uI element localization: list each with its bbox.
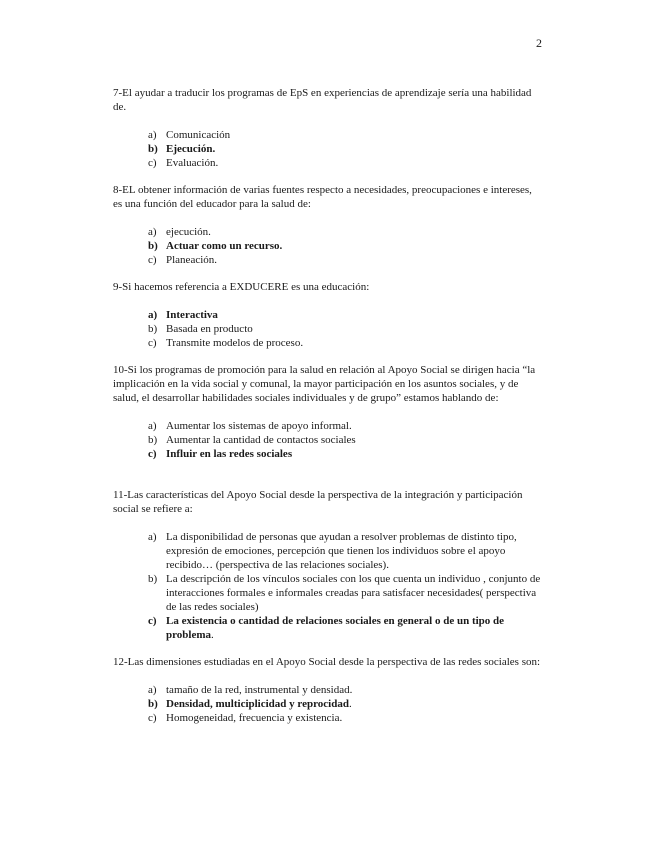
option-text: Interactiva [166, 309, 218, 321]
page-number: 2 [536, 36, 542, 50]
option-letter: b) [148, 240, 158, 252]
answer-options [113, 530, 541, 642]
option-text: Homogeneidad, frecuencia y existencia. [166, 712, 343, 724]
option-letter: b) [148, 573, 158, 585]
option-text: Aumentar la cantidad de contactos sociales [166, 434, 356, 446]
option-letter: c) [148, 337, 157, 349]
option-a [113, 128, 541, 142]
question-10 [113, 363, 541, 461]
option-text: Densidad, multiciplicidad y reprocidad [166, 698, 349, 710]
option-text: La disponibilidad de personas que ayudan a resolver problemas de distinto tipo, expresión de emociones, percepción que tienen los individuos sobre el apoyo recibido… (perspectiva de las relaciones sociales). [166, 531, 517, 571]
option-suffix: . [211, 629, 214, 641]
option-letter: c) [148, 615, 157, 627]
answer-options [113, 308, 541, 350]
question-9 [113, 280, 541, 350]
option-suffix: . [348, 698, 352, 710]
question-text: 11-Las características del Apoyo Social desde la perspectiva de la integración y participación social se refiere a: [113, 489, 523, 515]
answer-options [113, 128, 541, 170]
option-letter: c) [148, 448, 157, 460]
option-letter: b) [148, 698, 158, 710]
option-letter: a) [148, 531, 157, 543]
option-b [113, 572, 541, 614]
option-text: Transmite modelos de proceso. [166, 337, 304, 349]
question-12 [113, 655, 541, 725]
option-a [113, 530, 541, 572]
option-text: Evaluación. [166, 157, 219, 169]
option-text: Actuar como un recurso. [166, 240, 283, 252]
option-text: Planeación. [166, 254, 218, 266]
option-text: Comunicación [166, 129, 231, 141]
option-text: Influir en las redes sociales [166, 448, 293, 460]
option-b [113, 322, 541, 336]
option-letter: c) [148, 254, 157, 266]
option-c [113, 253, 541, 267]
option-letter: c) [148, 157, 157, 169]
option-text: Basada en producto [166, 323, 253, 335]
option-letter: c) [148, 712, 157, 724]
question-text: 9-Si hacemos referencia a EXDUCERE es una educación: [113, 281, 370, 293]
option-letter: b) [148, 143, 158, 155]
question-text: 10-Si los programas de promoción para la salud en relación al Apoyo Social se dirigen hacia “la implicación en la vida social y comunal, la mayor participación en los asuntos sociales, y de salud, el desarrollar habilidades sociales individuales y de grupo” estamos hablando de: [113, 364, 536, 404]
option-c [113, 156, 541, 170]
option-c [113, 336, 541, 350]
option-letter: b) [148, 434, 158, 446]
option-letter: a) [148, 420, 157, 432]
question-7 [113, 86, 541, 170]
question-text: 7-El ayudar a traducir los programas de EpS en experiencias de aprendizaje sería una habilidad de. [113, 87, 532, 113]
option-text: Ejecución. [166, 143, 216, 155]
question-8 [113, 183, 541, 267]
option-text: La existencia o cantidad de relaciones sociales en general o de un tipo de problema [166, 615, 505, 641]
option-b [113, 433, 541, 447]
option-a [113, 683, 541, 697]
option-letter: a) [148, 226, 157, 238]
question-text: 12-Las dimensiones estudiadas en el Apoyo Social desde la perspectiva de las redes sociales son: [113, 656, 541, 668]
option-letter: a) [148, 309, 158, 321]
option-letter: a) [148, 684, 157, 696]
option-letter: b) [148, 323, 158, 335]
option-b-correct [113, 697, 541, 711]
option-text: Aumentar los sistemas de apoyo informal. [166, 420, 352, 432]
question-11 [113, 488, 541, 642]
option-a [113, 419, 541, 433]
option-c-correct [113, 614, 541, 642]
option-text: ejecución. [166, 226, 211, 238]
option-letter: a) [148, 129, 157, 141]
answer-options [113, 419, 541, 461]
option-c-correct [113, 447, 541, 461]
option-a [113, 225, 541, 239]
option-b-correct [113, 239, 541, 253]
option-text: La descripción de los vínculos sociales con los que cuenta un individuo , conjunto de interacciones formales e informales creadas para satisfacer necesidades( perspectiva de las redes sociales) [166, 573, 541, 613]
option-text: tamaño de la red, instrumental y densidad. [166, 684, 353, 696]
option-b-correct [113, 142, 541, 156]
question-text: 8-EL obtener información de varias fuentes respecto a necesidades, preocupaciones e intereses, es una función del educador para la salud de: [113, 184, 532, 210]
answer-options [113, 225, 541, 267]
option-a-correct [113, 308, 541, 322]
option-c [113, 711, 541, 725]
answer-options [113, 683, 541, 725]
